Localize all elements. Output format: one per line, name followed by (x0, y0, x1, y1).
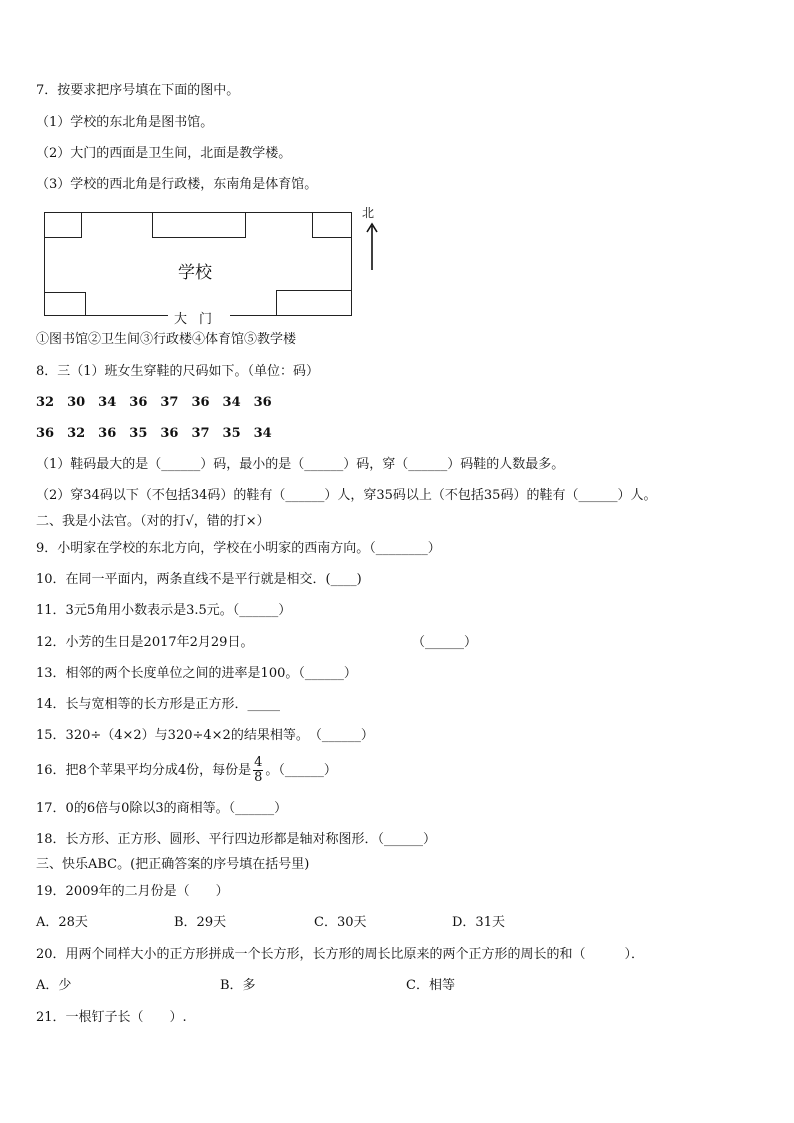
q7-item-3: （3）学校的西北角是行政楼，东南角是体育馆。 (36, 177, 318, 192)
slot-northeast (312, 212, 352, 238)
q8-data-row-2: 36 32 36 35 36 37 35 34 (36, 426, 272, 441)
q20-option-c: C．相等 (406, 978, 455, 993)
q19-option-c: C．30天 (314, 915, 367, 930)
q8-title: 8．三（1）班女生穿鞋的尺码如下。（单位：码） (36, 364, 320, 379)
q21-stem: 21．一根钉子长（ ）. (36, 1010, 187, 1025)
q9: 9．小明家在学校的东北方向，学校在小明家的西南方向。（________） (36, 541, 441, 556)
q19-stem: 19．2009年的二月份是（ ） (36, 884, 229, 899)
q16-denominator: 8 (254, 770, 263, 785)
slot-northwest (44, 212, 82, 238)
q7-legend: ①图书馆②卫生间③行政楼④体育馆⑤教学楼 (36, 332, 297, 347)
slot-north-middle (152, 212, 246, 238)
school-label: 学校 (178, 263, 212, 283)
q20-option-a: A．少 (36, 978, 72, 993)
q13: 13．相邻的两个长度单位之间的进率是100。（______） (36, 666, 357, 681)
q19-option-a: A．28天 (36, 915, 88, 930)
q12: 12．小芳的生日是2017年2月29日。 (36, 635, 254, 650)
q20-stem: 20．用两个同样大小的正方形拼成一个长方形，长方形的周长比原来的两个正方形的周长的和（ ）． (36, 947, 645, 962)
q7-item-1: （1）学校的东北角是图书馆。 (36, 115, 214, 130)
q16-fraction (253, 756, 263, 785)
q12-answer-blank: （______） (412, 635, 478, 650)
q19-option-d: D．31天 (452, 915, 505, 930)
q11: 11．3元5角用小数表示是3.5元。（______） (36, 603, 292, 618)
q16 (36, 754, 337, 788)
q15: 15．320÷（4×2）与320÷4×2的结果相等。 （______） (36, 728, 374, 743)
school-map (44, 212, 356, 327)
q19-option-b: B．29天 (174, 915, 227, 930)
north-label: 北 (362, 206, 375, 220)
q16-text-before: 16．把8个苹果平均分成4份，每份是 (36, 763, 252, 778)
section-3-title: 三、快乐ABC。(把正确答案的序号填在括号里) (36, 857, 310, 872)
q20-option-b: B．多 (220, 978, 256, 993)
section-2-title: 二、我是小法官。（对的打√，错的打×） (36, 514, 270, 529)
slot-southwest (44, 292, 86, 316)
north-arrow-icon (366, 222, 378, 270)
q17: 17．0的6倍与0除以3的商相等。（______） (36, 801, 288, 816)
q7-item-2: （2）大门的西面是卫生间，北面是教学楼。 (36, 146, 292, 161)
q8-data-row-1: 32 30 34 36 37 36 34 36 (36, 395, 272, 410)
q8-sub-2: （2）穿34码以下（不包括34码）的鞋有（______）人，穿35码以上（不包括35码）的鞋有（______）人。 (36, 488, 657, 503)
q18: 18．长方形、正方形、圆形、平行四边形都是轴对称图形．（______） (36, 832, 437, 847)
q10: 10．在同一平面内，两条直线不是平行就是相交．(____) (36, 572, 362, 587)
q16-numerator: 4 (254, 755, 263, 770)
q16-text-after: 。（______） (265, 763, 337, 778)
q7-title: 7．按要求把序号填在下面的图中。 (36, 83, 240, 98)
q8-sub-1: （1）鞋码最大的是（______）码，最小的是（______）码，穿（______）码鞋的人数最多。 (36, 457, 565, 472)
slot-southeast (276, 290, 352, 316)
gate-label: 大门 (168, 308, 230, 327)
q14: 14．长与宽相等的长方形是正方形．_____ (36, 697, 281, 712)
